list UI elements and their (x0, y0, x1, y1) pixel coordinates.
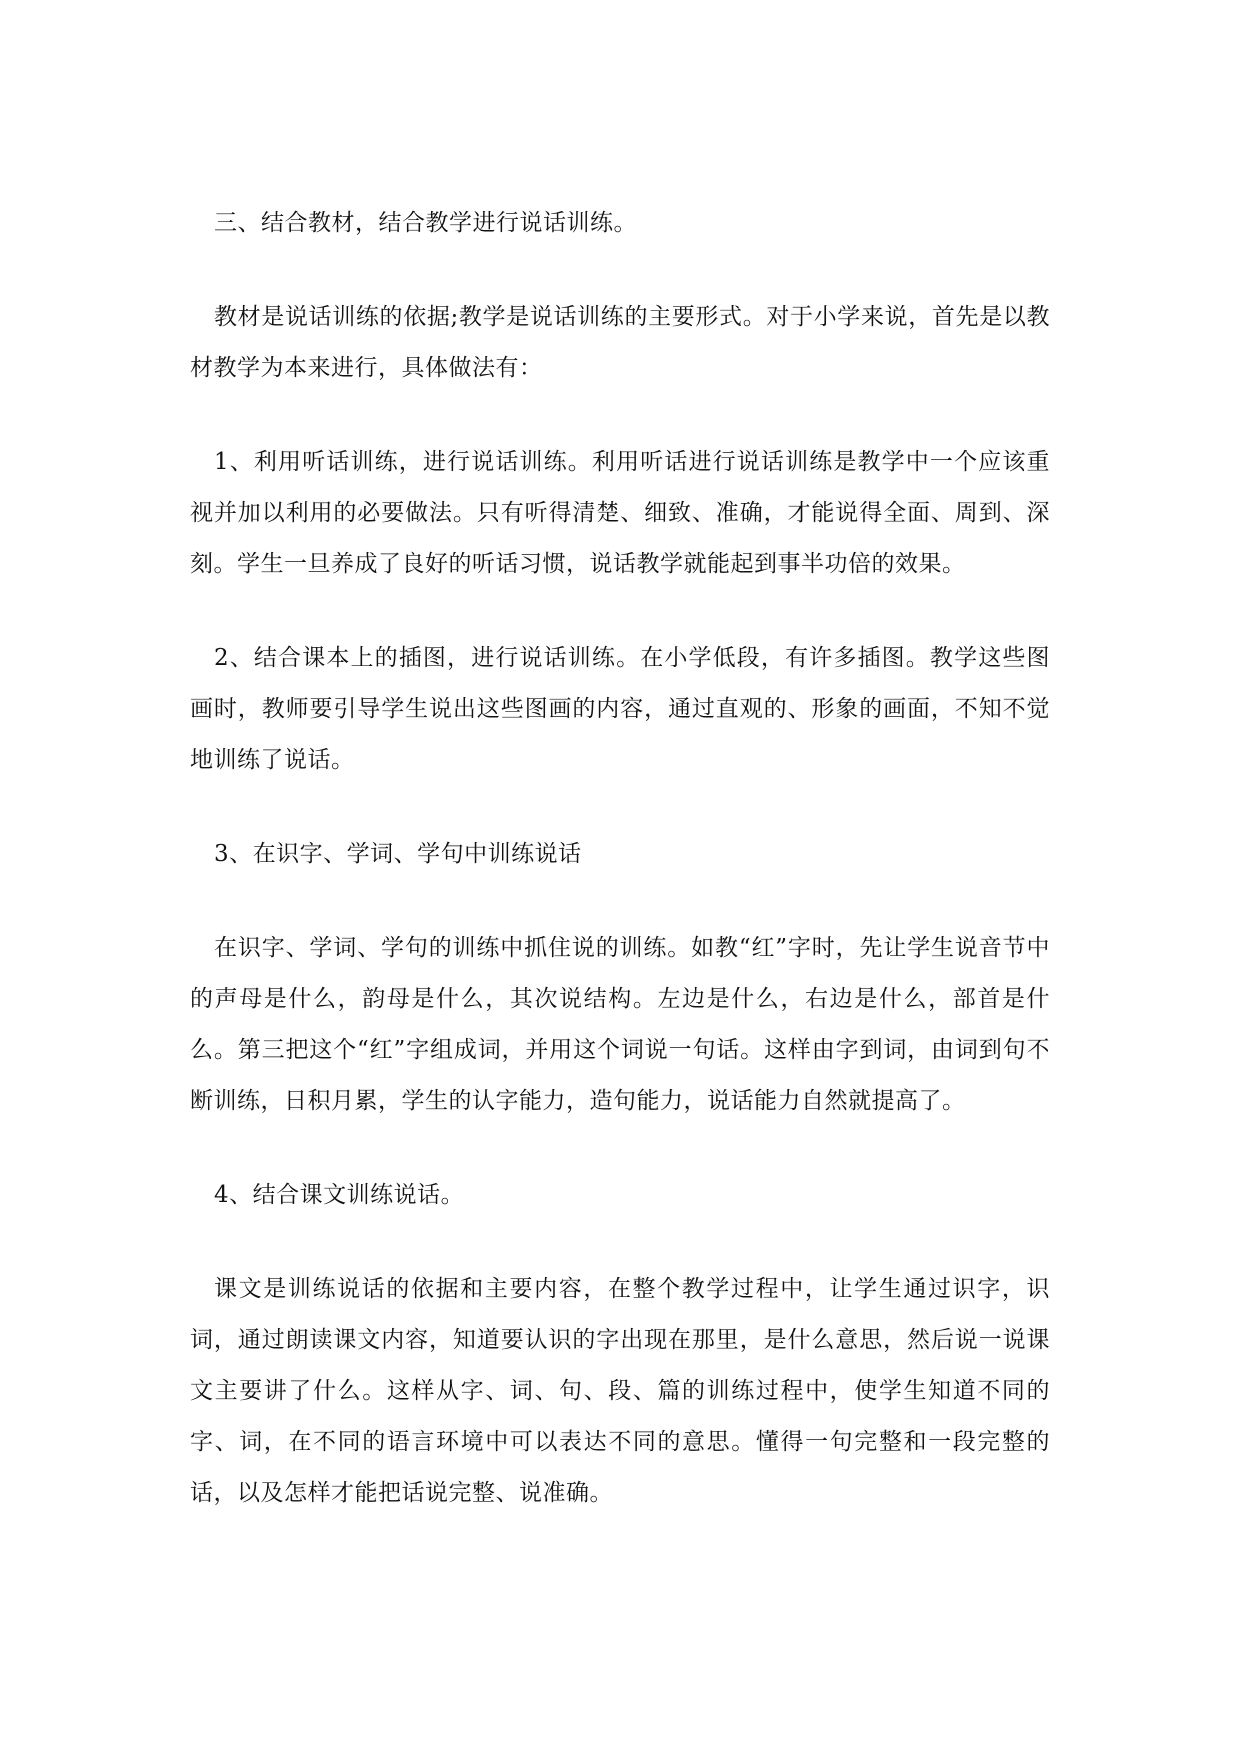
subheading-item-4: 4、结合课文训练说话。 (214, 1182, 465, 1208)
paragraph-gap (190, 880, 1050, 923)
paragraph-item-2: 2、结合课本上的插图，进行说话训练。在小学低段，有许多插图。教学这些图画时，教师要引导学生说出这些图画的内容，通过直观的、形象的画面，不知不觉地训练了说话。 (190, 645, 1050, 773)
paragraph-gap (190, 786, 1050, 829)
document-body (190, 198, 1050, 1519)
paragraph-gap (190, 1127, 1050, 1170)
subheading-item-3: 3、在识字、学词、学句中训练说话 (214, 841, 582, 867)
paragraph-gap (190, 590, 1050, 633)
paragraph-gap (190, 394, 1050, 437)
paragraph-item-3: 在识字、学词、学句的训练中抓住说的训练。如教“红”字时，先让学生说音节中的声母是什么，韵母是什么，其次说结构。左边是什么，右边是什么，部首是什么。第三把这个“红”字组成词，并用这个词说一句话。这样由字到词，由词到句不断训练，日积月累，学生的认字能力，造句能力，说话能力自然就提高了。 (190, 935, 1050, 1114)
paragraph-item-1: 1、利用听话训练，进行说话训练。利用听话进行说话训练是教学中一个应该重视并加以利用的必要做法。只有听得清楚、细致、准确，才能说得全面、周到、深刻。学生一旦养成了良好的听话习惯，说话教学就能起到事半功倍的效果。 (190, 449, 1050, 577)
paragraph-item-4: 课文是训练说话的依据和主要内容，在整个教学过程中，让学生通过识字，识词，通过朗读课文内容，知道要认识的字出现在那里，是什么意思，然后说一说课文主要讲了什么。这样从字、词、句、段、篇的训练过程中，使学生知道不同的字、词，在不同的语言环境中可以表达不同的意思。懂得一句完整和一段完整的话，以及怎样才能把话说完整、说准确。 (190, 1276, 1050, 1506)
paragraph-gap (190, 249, 1050, 292)
paragraph-gap (190, 1221, 1050, 1264)
section-heading: 三、结合教材，结合教学进行说话训练。 (214, 210, 637, 236)
paragraph-intro: 教材是说话训练的依据;教学是说话训练的主要形式。对于小学来说，首先是以教材教学为本来进行，具体做法有： (190, 304, 1050, 381)
